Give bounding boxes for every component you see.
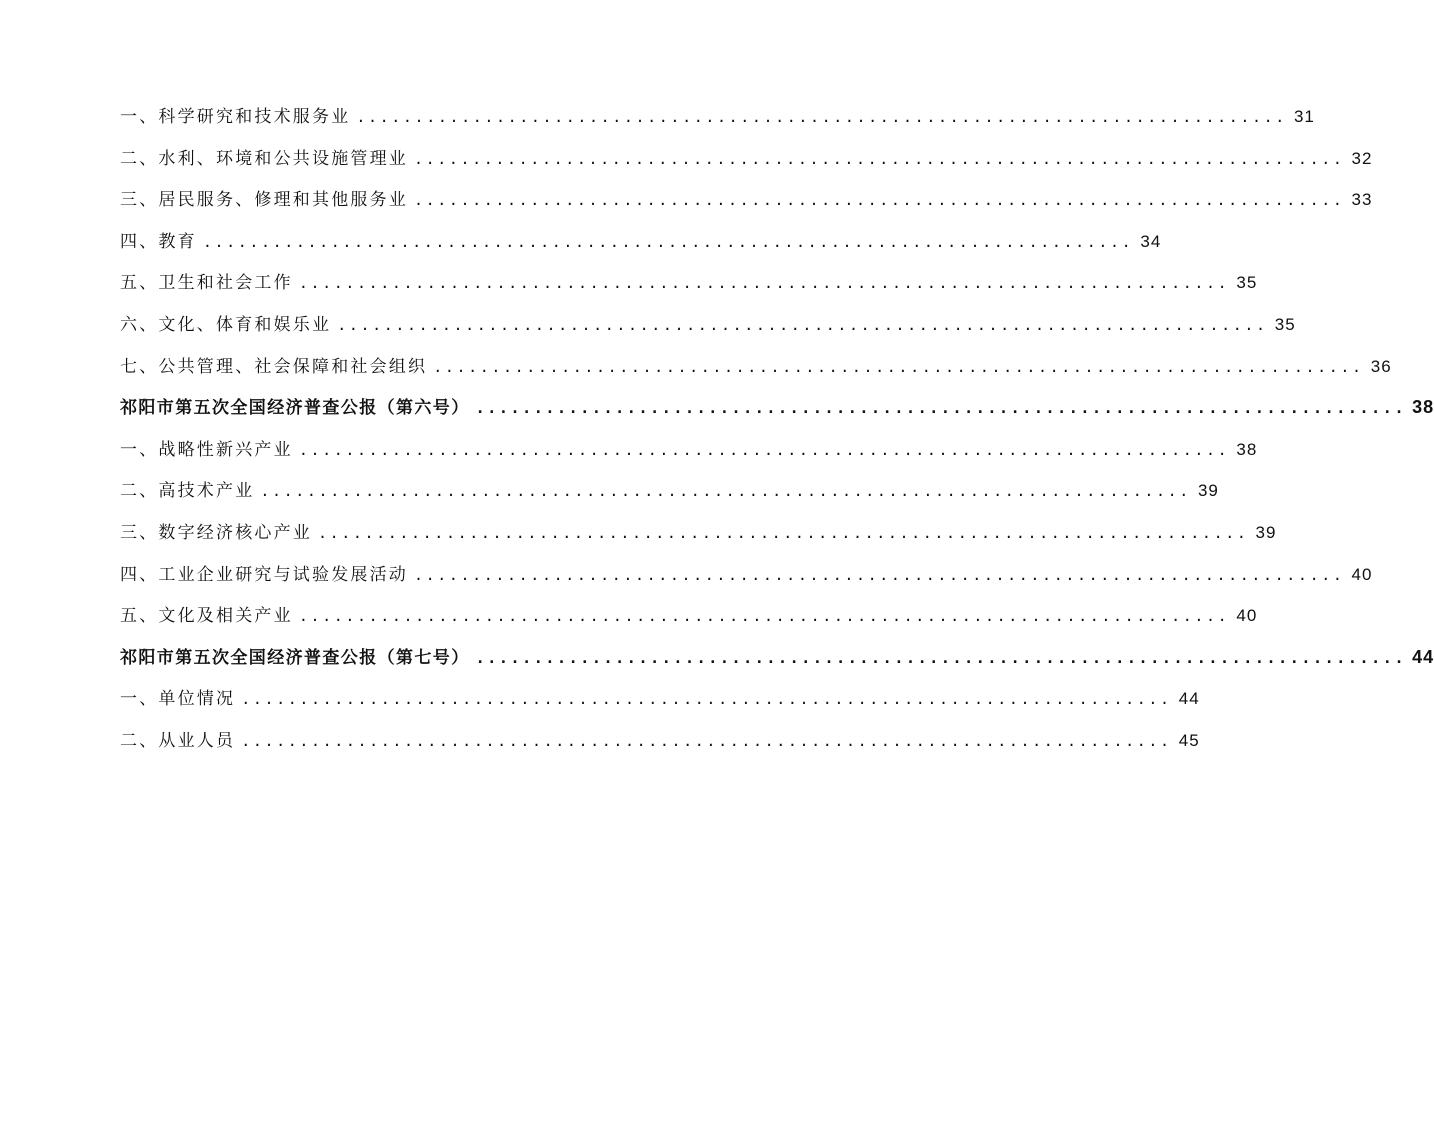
toc-dot-leader: ................................................................................ [414,565,1345,584]
toc-dot-leader: ................................................................................ [241,690,1172,709]
toc-page-number: 32 [1351,148,1373,168]
toc-entry[interactable] [120,554,1373,596]
toc-page-number: 39 [1197,481,1219,501]
toc-entry-title: 二、水利、环境和公共设施管理业 [120,148,408,169]
toc-page-number: 39 [1255,522,1277,542]
toc-entry-title: 四、教育 [120,231,197,252]
toc-entry[interactable] [120,221,1162,263]
toc-entry[interactable] [120,429,1258,471]
toc-dot-leader: ................................................................................ [475,648,1407,667]
toc-entry-title: 三、居民服务、修理和其他服务业 [120,190,408,211]
toc-entry-title: 二、高技术产业 [120,481,255,502]
toc-entry-title: 六、文化、体育和娱乐业 [120,314,332,335]
toc-entry[interactable] [120,470,1219,512]
toc-dot-leader: ................................................................................ [337,315,1268,334]
toc-entry[interactable] [120,96,1315,138]
toc-entry-title: 五、文化及相关产业 [120,606,293,627]
toc-page-number: 36 [1370,356,1392,376]
toc-entry[interactable] [120,512,1277,554]
toc-entry-title: 一、战略性新兴产业 [120,439,293,460]
toc-dot-leader: ................................................................................ [318,523,1249,542]
toc-entry[interactable] [120,262,1258,304]
table-of-contents [120,96,1434,762]
toc-dot-leader: ................................................................................ [298,607,1230,626]
toc-entry[interactable] [120,138,1373,180]
toc-entry[interactable] [120,346,1392,388]
toc-page-number: 38 [1412,397,1434,418]
toc-page-number: 33 [1351,190,1373,210]
toc-page-number: 40 [1351,564,1373,584]
toc-entry-title: 二、从业人员 [120,730,236,751]
toc-dot-leader: ................................................................................ [298,274,1230,293]
toc-section-heading[interactable] [120,637,1434,679]
toc-dot-leader: ................................................................................ [414,191,1345,210]
toc-dot-leader: ................................................................................ [414,149,1345,168]
toc-dot-leader: ................................................................................ [433,357,1364,376]
toc-entry[interactable] [120,304,1296,346]
toc-entry-title: 祁阳市第五次全国经济普查公报（第六号） [120,398,470,419]
toc-entry[interactable] [120,595,1258,637]
toc-page-number: 31 [1293,107,1315,126]
toc-dot-leader: ................................................................................ [202,232,1134,251]
toc-entry[interactable] [120,720,1200,762]
toc-section-heading[interactable] [120,387,1434,429]
toc-page-number: 35 [1274,314,1296,334]
toc-entry-title: 一、单位情况 [120,689,236,710]
toc-entry[interactable] [120,179,1373,221]
toc-entry-title: 四、工业企业研究与试验发展活动 [120,564,408,585]
toc-dot-leader: ................................................................................ [260,482,1191,501]
toc-dot-leader: ................................................................................ [298,440,1230,459]
toc-entry-title: 三、数字经济核心产业 [120,522,312,543]
toc-entry-title: 七、公共管理、社会保障和社会组织 [120,356,428,377]
toc-entry[interactable] [120,678,1200,720]
toc-dot-leader: ................................................................................ [475,399,1407,418]
toc-page-number: 38 [1236,439,1258,459]
toc-page-number: 34 [1140,231,1162,251]
toc-dot-leader: ................................................................................ [356,108,1287,126]
toc-page-number: 44 [1178,689,1200,709]
toc-page-number: 35 [1236,273,1258,293]
toc-entry-title: 五、卫生和社会工作 [120,273,293,294]
toc-entry-title: 祁阳市第五次全国经济普查公报（第七号） [120,647,470,668]
toc-dot-leader: ................................................................................ [241,731,1172,750]
toc-page-number: 40 [1236,606,1258,626]
toc-entry-title: 一、科学研究和技术服务业 [120,107,351,127]
toc-page-number: 44 [1412,646,1434,667]
toc-page-number: 45 [1178,730,1200,750]
